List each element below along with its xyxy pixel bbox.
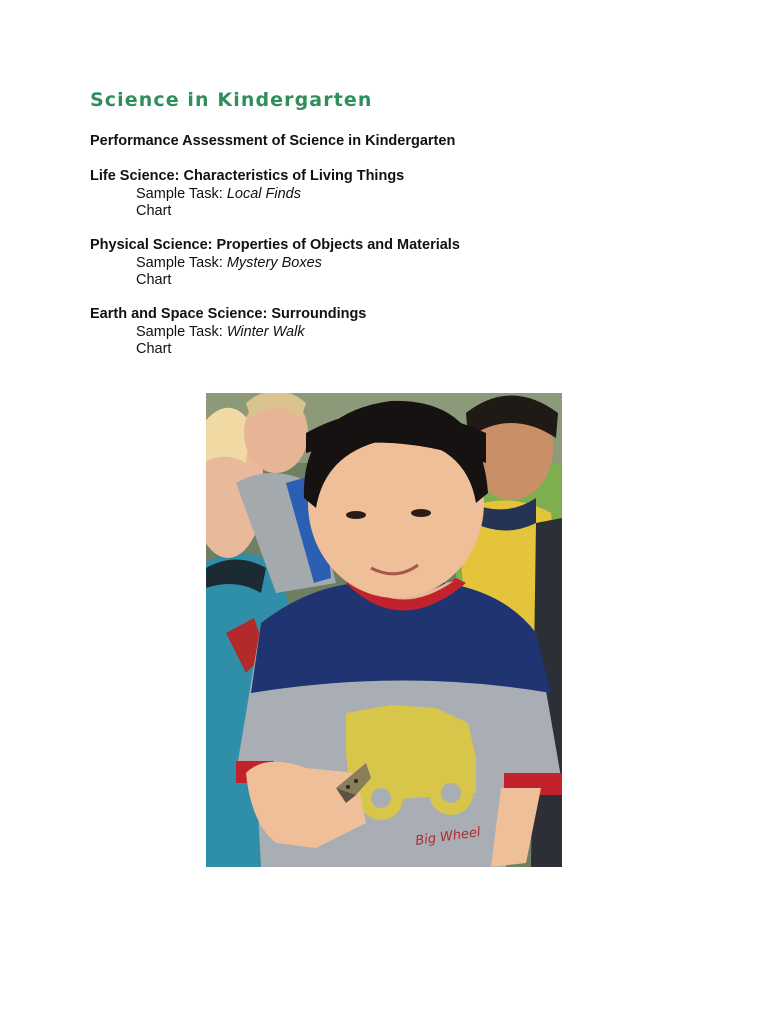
sample-task-line: [90, 255, 610, 273]
section-heading: Earth and Space Science: Surroundings: [90, 306, 367, 322]
sample-task-label: Sample Task:: [136, 254, 223, 271]
sample-task-name: Local Finds: [226, 185, 301, 202]
section-life-science: [90, 168, 610, 221]
section-heading: Life Science: Characteristics of Living Things: [90, 168, 405, 184]
children-butterfly-photo: [206, 393, 562, 867]
chart-link[interactable]: Chart: [136, 341, 172, 357]
section-physical-science: [90, 237, 610, 290]
sample-task-label: Sample Task:: [136, 185, 223, 202]
sample-task-label: Sample Task:: [136, 323, 223, 340]
chart-link[interactable]: Chart: [136, 203, 172, 219]
shirt-print-text: Big Wheel: [414, 824, 482, 849]
sample-task-line: [90, 324, 610, 342]
section-earth-space-science: [90, 306, 610, 359]
sample-task-name: Mystery Boxes: [226, 254, 322, 271]
chart-link[interactable]: Chart: [136, 272, 172, 288]
sample-task-line: [90, 186, 610, 204]
sample-task-name: Winter Walk: [226, 323, 305, 340]
section-heading: Physical Science: Properties of Objects and Materials: [90, 237, 460, 253]
page-subtitle: Performance Assessment of Science in Kindergarten: [90, 133, 456, 149]
page-title: Science in Kindergarten: [90, 89, 373, 111]
